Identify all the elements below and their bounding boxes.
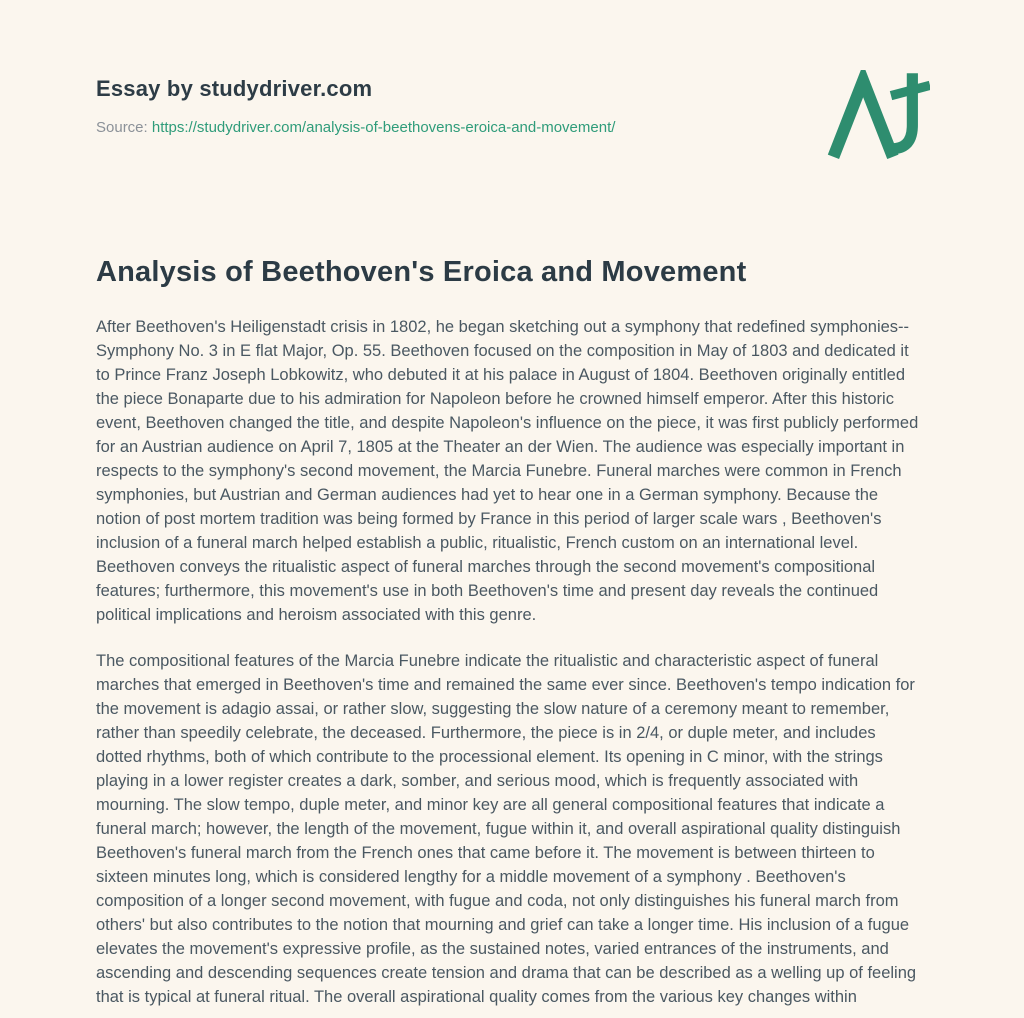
source-url-link[interactable]: https://studydriver.com/analysis-of-beethovens-eroica-and-movement/	[151, 119, 616, 136]
studydriver-logo	[826, 70, 930, 162]
document-header	[96, 76, 926, 136]
essay-paragraph: The compositional features of the Marcia Funebre indicate the ritualistic and characteristic aspect of funeral marches that emerged in Beethoven's time and remained the same ever since. Beethoven's tempo indication for the movement is adagio assai, or rather slow, suggesting the slow nature of a ceremony meant to remember, rather than speedily celebrate, the deceased. Furthermore, the piece is in 2/4, or duple meter, and includes dotted rhythms, both of which contribute to the processional element. Its opening in C minor, with the strings playing in a lower register creates a dark, somber, and serious mood, which is frequently associated with mourning. The slow tempo, duple meter, and minor key are all general compositional features that indicate a funeral march; however, the length of the movement, fugue within it, and overall aspirational quality distinguish Beethoven's funeral march from the French ones that came before it. The movement is between thirteen to sixteen minutes long, which is considered lengthy for a middle movement of a symphony . Beethoven's composition of a longer second movement, with fugue and coda, not only distinguishes his funeral march from others' but also contributes to the notion that mourning and grief can take a longer time. His inclusion of a fugue elevates the movement's expressive profile, as the sustained notes, varied entrances of the instruments, and ascending and descending sequences create tension and drama that can be described as a welling up of feeling that is typical at funeral ritual. The overall aspirational quality comes from the various key changes within	[96, 652, 917, 1006]
essay-paragraph: After Beethoven's Heiligenstadt crisis in 1802, he began sketching out a symphony that redefined symphonies--Symphony No. 3 in E flat Major, Op. 55. Beethoven focused on the composition in May of 1803 and dedicated it to Prince Franz Joseph Lobkowitz, who debuted it at his palace in August of 1804. Beethoven originally entitled the piece Bonaparte due to his admiration for Napoleon before he crowned himself emperor. After this historic event, Beethoven changed the title, and despite Napoleon's influence on the piece, it was first publicly performed for an Austrian audience on April 7, 1805 at the Theater an der Wien. The audience was especially important in respects to the symphony's second movement, the Marcia Funebre. Funeral marches were common in French symphonies, but Austrian and German audiences had yet to hear one in a German symphony. Because the notion of post mortem tradition was being formed by France in this period of larger scale wars , Beethoven's inclusion of a funeral march helped establish a public, ritualistic, French custom on an international level. Beethoven conveys the ritualistic aspect of funeral marches through the second movement's compositional features; furthermore, this movement's use in both Beethoven's time and present day reveals the continued political implications and heroism associated with this genre.	[96, 318, 919, 624]
source-label: Source:	[96, 119, 148, 136]
source-line	[96, 119, 926, 136]
essay-byline: Essay by studydriver.com	[96, 76, 373, 101]
page-title: Analysis of Beethoven's Eroica and Movement	[96, 256, 747, 288]
essay-body	[96, 315, 926, 1009]
